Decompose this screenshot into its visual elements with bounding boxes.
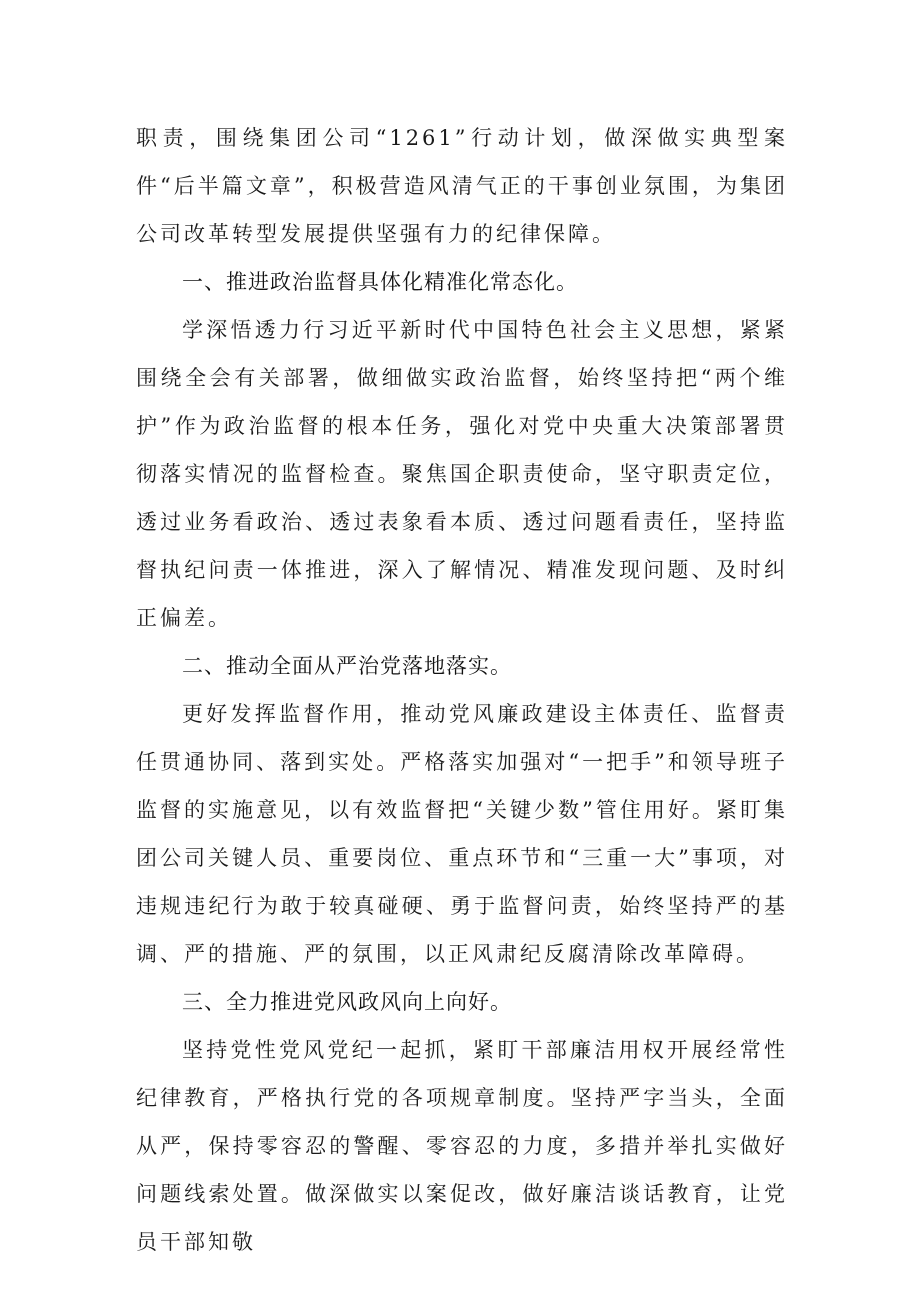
section-body-3: 坚持党性党风党纪一起抓，紧盯干部廉洁用权开展经常性纪律教育，严格执行党的各项规章制度。坚持严字当头，全面从严，保持零容忍的警醒、零容忍的力度，多措并举扎实做好问题线索处置。做深做实以案促改，做好廉洁谈话教育，让党员干部知敬 — [136, 1038, 788, 1254]
section-body-2: 更好发挥监督作用，推动党风廉政建设主体责任、监督责任贯通协同、落到实处。严格落实加强对“一把手”和领导班子监督的实施意见，以有效监督把“关键少数”管住用好。紧盯集团公司关键人员、重要岗位、重点环节和“三重一大”事项，对违规违纪行为敢于较真碰硬、勇于监督问责，始终坚持严的基调、严的措施、严的氛围，以正风肃纪反腐清除改革障碍。 — [136, 702, 788, 966]
section-heading-1: 一、推进政治监督具体化精准化常态化。 — [182, 270, 578, 294]
section-heading-2: 二、推动全面从严治党落地落实。 — [182, 654, 512, 678]
section-body-1: 学深悟透力行习近平新时代中国特色社会主义思想，紧紧围绕全会有关部署，做细做实政治监督，始终坚持把“两个维护”作为政治监督的根本任务，强化对党中央重大决策部署贯彻落实情况的监督检查。聚焦国企职责使命，坚守职责定位，透过业务看政治、透过表象看本质、透过问题看责任，坚持监督执纪问责一体推进，深入了解情况、精准发现问题、及时纠正偏差。 — [136, 318, 788, 630]
section-heading-3: 三、全力推进党风政风向上向好。 — [182, 990, 512, 1014]
intro-paragraph: 职责，围绕集团公司“1261”行动计划，做深做实典型案件“后半篇文章”，积极营造风清气正的干事创业氛围，为集团公司改革转型发展提供坚强有力的纪律保障。 — [136, 126, 788, 246]
document-body — [136, 114, 788, 1266]
